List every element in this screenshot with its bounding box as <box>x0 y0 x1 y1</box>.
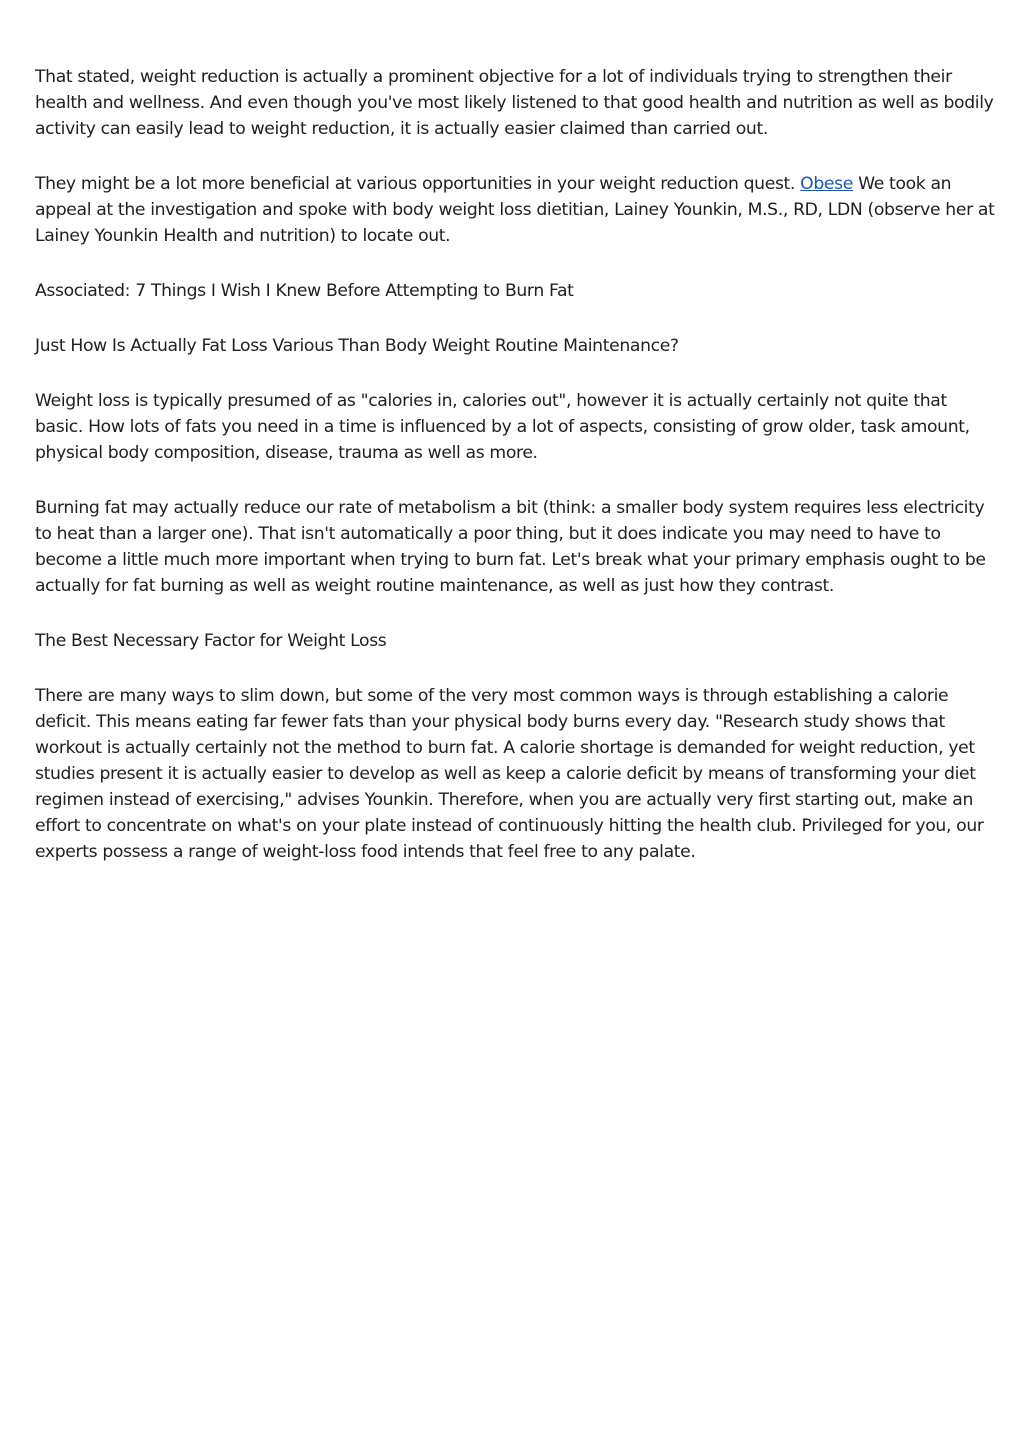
heading-best-factor: The Best Necessary Factor for Weight Loss <box>35 631 387 651</box>
paragraph-metabolism: Burning fat may actually reduce our rate of metabolism a bit (think: a smaller body system requires less electricity to heat than a larger one). That isn't automatically a poor thing, but it does indicate you may need to have to become a little much more important when trying to burn fat. Let's break what your primary emphasis ought to be actually for fat burning as well as weight routine maintenance, as well as just how they contrast. <box>35 498 986 596</box>
paragraph-dietitian-text-after: We took an appeal at the investigation and spoke with body weight loss dietitian, Lainey Younkin, M.S., RD, LDN (observe her at Lainey Younkin Health and nutrition) to locate out. <box>35 174 995 246</box>
paragraph-calories: Weight loss is typically presumed of as "calories in, calories out", however it is actually certainly not quite that basic. How lots of fats you need in a time is influenced by a lot of aspects, consisting of grow older, task amount, physical body composition, disease, trauma as well as more. <box>35 391 970 463</box>
document-body <box>35 64 995 894</box>
heading-fat-loss-vs-maintenance: Just How Is Actually Fat Loss Various Than Body Weight Routine Maintenance? <box>35 336 679 356</box>
paragraph-intro: That stated, weight reduction is actually a prominent objective for a lot of individuals trying to strengthen their health and wellness. And even though you've most likely listened to that good health and nutrition as well as bodily activity can easily lead to weight reduction, it is actually easier claimed than carried out. <box>35 67 994 139</box>
paragraph-dietitian-text-before: They might be a lot more beneficial at various opportunities in your weight reduction quest. <box>35 174 801 194</box>
paragraph-dietitian <box>35 171 995 249</box>
paragraph-calorie-deficit: There are many ways to slim down, but some of the very most common ways is through establishing a calorie deficit. This means eating far fewer fats than your physical body burns every day. "Research study shows that workout is actually certainly not the method to burn fat. A calorie shortage is demanded for weight reduction, yet studies present it is actually easier to develop as well as keep a calorie deficit by means of transforming your diet regimen instead of exercising," advises Younkin. Therefore, when you are actually very first starting out, make an effort to concentrate on what's on your plate instead of continuously hitting the health club. Privileged for you, our experts possess a range of weight-loss food intends that feel free to any palate. <box>35 686 984 862</box>
obese-link[interactable]: Obese <box>800 174 853 194</box>
paragraph-associated: Associated: 7 Things I Wish I Knew Before Attempting to Burn Fat <box>35 281 574 301</box>
